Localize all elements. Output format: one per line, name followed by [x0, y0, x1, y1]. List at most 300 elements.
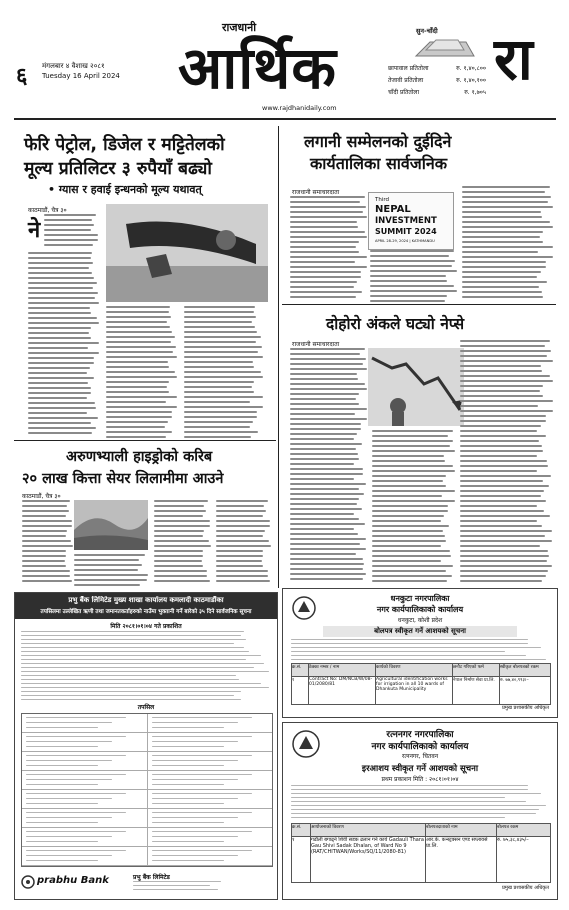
text-line [184, 321, 252, 323]
text-line [106, 346, 176, 348]
text-line [372, 555, 451, 557]
text-line [460, 540, 552, 542]
text-line [184, 431, 258, 433]
text-line [290, 393, 359, 395]
text-line [28, 312, 91, 314]
text-line [154, 575, 207, 577]
text-line [291, 785, 528, 786]
fuel-text-column [28, 252, 100, 438]
summit-logo-investment: INVESTMENT [375, 216, 437, 226]
text-line [462, 291, 542, 293]
text-line [460, 345, 545, 347]
text-line [21, 651, 249, 652]
text-line [370, 300, 445, 302]
column-divider [278, 126, 279, 588]
text-line [462, 251, 538, 253]
text-line [152, 755, 252, 756]
text-line [74, 584, 140, 586]
text-line [152, 855, 238, 856]
text-line [106, 421, 168, 423]
text-line [184, 411, 257, 413]
text-line [152, 836, 238, 837]
text-line [462, 211, 541, 213]
text-line [290, 573, 366, 575]
text-line [460, 375, 550, 377]
text-line [290, 206, 366, 208]
text-line [290, 458, 359, 460]
text-line [106, 371, 175, 373]
summit-text-column [462, 186, 554, 302]
text-line [44, 224, 94, 226]
website: www.rajdhanidaily.com [262, 104, 337, 112]
text-line [460, 570, 548, 572]
dhankuta-notice [282, 588, 558, 718]
text-line [184, 391, 254, 393]
text-line [184, 376, 263, 378]
text-line [28, 362, 94, 364]
text-line [106, 326, 170, 328]
table-cell: १ [292, 677, 309, 704]
text-line [106, 391, 169, 393]
fuel-nozzle-photo [106, 204, 268, 302]
text-line [44, 239, 98, 241]
text-line [290, 533, 358, 535]
table-cell-divider [147, 809, 148, 827]
text-line [152, 860, 224, 861]
text-line [462, 201, 548, 203]
text-line [372, 510, 448, 512]
text-line [22, 575, 70, 577]
text-line [26, 722, 112, 723]
market-value: रु. १,४०,८०० [456, 65, 486, 72]
text-line [216, 555, 263, 557]
text-line [290, 398, 356, 400]
text-line [74, 559, 139, 561]
market-box [388, 26, 486, 110]
table-header-row [292, 824, 550, 837]
text-line [28, 287, 93, 289]
text-line [460, 360, 553, 362]
text-line [152, 850, 252, 851]
text-line [74, 564, 142, 566]
text-line [21, 699, 241, 700]
text-line [460, 505, 537, 507]
text-line [184, 316, 256, 318]
text-line [370, 280, 447, 282]
summit-headline-line2: कार्यतालिका सार्वजनिक [310, 154, 448, 173]
text-line [106, 336, 175, 338]
text-line [21, 647, 244, 648]
text-line [106, 396, 177, 398]
text-line [184, 366, 254, 368]
text-line [21, 687, 269, 688]
text-line [106, 401, 166, 403]
text-line [291, 643, 528, 644]
notice2-org-line3: रत्ननगर, चितवन [401, 753, 439, 760]
text-line [216, 575, 268, 577]
market-title: सुन-चाँदी [416, 27, 438, 35]
text-line [290, 216, 367, 218]
text-line [290, 523, 365, 525]
text-line [28, 262, 93, 264]
text-line [462, 231, 543, 233]
text-line [22, 560, 65, 562]
text-line [372, 560, 441, 562]
text-line [28, 397, 87, 399]
text-line [462, 281, 547, 283]
text-line [184, 356, 263, 358]
text-line [26, 822, 98, 823]
text-line [74, 579, 147, 581]
text-line [184, 311, 254, 313]
table-header: क्र.सं. [292, 824, 311, 836]
stocks-text-column [460, 340, 554, 584]
text-line [28, 342, 99, 344]
text-line [154, 505, 204, 507]
text-line [184, 346, 262, 348]
bank-notice-section: तपसिल [137, 704, 155, 711]
text-line [106, 331, 172, 333]
market-row [388, 64, 486, 76]
gold-bars-icon [412, 36, 478, 60]
text-line [152, 741, 238, 742]
fuel-dropcap: ने [28, 218, 41, 243]
table-cell: रु. ७५,३८,४३५/– [497, 837, 529, 843]
text-line [106, 381, 169, 383]
text-line [26, 765, 98, 766]
text-line [216, 505, 264, 507]
text-line [290, 508, 362, 510]
text-line [460, 515, 550, 517]
text-line [28, 387, 91, 389]
notice1-footer: प्रमुख प्रशासकीय अधिकृत [502, 705, 549, 711]
text-line [152, 722, 238, 723]
text-line [290, 408, 367, 410]
text-line [290, 378, 358, 380]
stocks-text-column [290, 348, 368, 584]
text-line [28, 417, 98, 419]
text-line [290, 453, 358, 455]
text-line [184, 436, 251, 438]
text-line [184, 416, 257, 418]
text-line [372, 445, 450, 447]
text-line [460, 370, 542, 372]
text-line [460, 385, 543, 387]
notice1-org-line3: धनकुटा, कोशी प्रदेश [397, 617, 443, 624]
text-line [26, 736, 126, 737]
text-line [290, 388, 367, 390]
text-line [216, 515, 263, 517]
text-line [372, 565, 453, 567]
text-line [28, 432, 92, 434]
text-line [460, 480, 543, 482]
text-line [152, 765, 224, 766]
text-line [26, 784, 98, 785]
text-line [22, 550, 66, 552]
text-line [154, 530, 204, 532]
notice2-table [291, 823, 551, 883]
text-line [372, 450, 455, 452]
table-row [292, 837, 550, 882]
text-line [184, 336, 261, 338]
text-line [184, 326, 255, 328]
text-line [290, 428, 361, 430]
text-line [28, 272, 92, 274]
text-line [184, 361, 253, 363]
text-line [184, 386, 252, 388]
text-line [460, 405, 538, 407]
table-cell: गढौली बगाढ्ने शिवी सडक ढलान गर्ने कार्य Gadauli Thara Gau Shivi Sadak Dhalan, of Ward No 9 (RAT/CHITWAN/Works/SQ/11/2080-81) [311, 837, 426, 882]
summit-text-column [370, 250, 458, 302]
text-line [460, 575, 546, 577]
text-line [152, 822, 224, 823]
hydro-text-column [154, 500, 212, 586]
text-line [290, 568, 363, 570]
masthead [0, 0, 569, 124]
text-line [28, 402, 95, 404]
text-line [152, 784, 224, 785]
text-line [290, 503, 357, 505]
text-line [22, 525, 72, 527]
text-line [460, 395, 543, 397]
text-line [460, 445, 542, 447]
text-line [28, 372, 87, 374]
hydro-text-column [22, 500, 74, 586]
text-line [372, 540, 446, 542]
bank-notice-title-bar [15, 593, 277, 619]
text-line [152, 760, 238, 761]
text-line [28, 267, 89, 269]
text-line [460, 495, 541, 497]
text-line [21, 667, 254, 668]
table-header: छनौट गरिएको फर्म [453, 664, 500, 676]
text-line [22, 540, 71, 542]
text-line [290, 548, 366, 550]
text-line [460, 455, 537, 457]
text-line [460, 460, 547, 462]
text-line [26, 741, 112, 742]
text-line [184, 381, 254, 383]
text-line [154, 500, 208, 502]
summit-headline-line1: लगानी सम्मेलनको दुईदिने [304, 132, 452, 151]
text-line [28, 282, 97, 284]
table-header: आयोजनाको विवरण [311, 824, 426, 836]
text-line [290, 266, 367, 268]
text-line [291, 655, 526, 656]
text-line [460, 520, 537, 522]
text-line [372, 550, 450, 552]
table-row [22, 847, 272, 866]
text-line [460, 435, 546, 437]
text-line [21, 631, 244, 632]
section-rule [282, 304, 556, 305]
text-line [154, 565, 203, 567]
text-line [460, 420, 546, 422]
text-line [372, 505, 448, 507]
text-line [133, 881, 221, 882]
text-line [372, 480, 443, 482]
bank-notice-title-line2: तपसिलमा उल्लेखित ऋणी तथा जमानतकर्ताहरुको नाउँमा भुक्तानी गर्ने बारेको ३५ दिने सार्वजनिक सूचना [40, 609, 252, 615]
text-line [184, 396, 263, 398]
hydro-byline: काठमाडौं, चैत्र ३० [22, 493, 61, 500]
text-line [106, 426, 165, 428]
notice2-org-line2: नगर कार्यपालिकाको कार्यालय [371, 742, 469, 752]
text-line [460, 550, 548, 552]
text-line [106, 351, 173, 353]
text-line [462, 256, 553, 258]
text-line [154, 550, 203, 552]
text-line [290, 226, 358, 228]
text-line [462, 261, 546, 263]
text-line [290, 348, 365, 350]
text-line [106, 306, 170, 308]
text-line [216, 570, 268, 572]
text-line [106, 361, 168, 363]
fuel-headline-line1: फेरि पेट्रोल, डिजेल र मट्टितेलको [24, 135, 225, 155]
text-line [290, 236, 367, 238]
text-line [26, 793, 126, 794]
text-line [460, 470, 537, 472]
text-line [26, 850, 126, 851]
text-line [291, 639, 528, 640]
market-value: रु. १,७०५ [464, 89, 486, 96]
text-line [154, 535, 203, 537]
fuel-text-column [184, 306, 264, 438]
fuel-subhead: • ग्यास र हवाई इन्धनको मूल्य यथावत् [48, 183, 202, 196]
text-line [460, 565, 552, 567]
text-line [28, 412, 87, 414]
text-line [106, 311, 169, 313]
text-line [21, 635, 241, 636]
text-line [106, 436, 166, 438]
table-row [22, 714, 272, 733]
text-line [462, 266, 546, 268]
section-rule [14, 440, 276, 441]
text-line [152, 746, 224, 747]
text-line [22, 500, 70, 502]
text-line [133, 889, 218, 890]
text-line [290, 276, 361, 278]
notice1-table [291, 663, 551, 705]
text-line [290, 261, 355, 263]
text-line [152, 793, 252, 794]
text-line [26, 836, 112, 837]
text-line [290, 286, 354, 288]
text-line [21, 655, 261, 656]
page-number: ६ [16, 64, 28, 89]
text-line [26, 755, 126, 756]
text-line [28, 252, 92, 254]
text-line [290, 553, 356, 555]
text-line [372, 575, 452, 577]
text-line [462, 216, 542, 218]
text-line [26, 812, 126, 813]
text-line [106, 366, 169, 368]
hydro-headline-line2: २० लाख कित्ता सेयर लिलामीमा आउने [22, 471, 224, 487]
text-line [216, 565, 263, 567]
text-line [372, 430, 453, 432]
table-row [292, 677, 550, 704]
text-line [372, 520, 441, 522]
text-line [106, 376, 177, 378]
text-line [372, 495, 442, 497]
text-line [184, 306, 255, 308]
summit-logo-summit: SUMMIT 2024 [375, 227, 437, 236]
table-cell-divider [147, 714, 148, 732]
text-line [290, 368, 367, 370]
text-line [154, 510, 206, 512]
text-line [462, 186, 550, 188]
text-line [154, 545, 211, 547]
text-line [28, 352, 99, 354]
summit-text-column [290, 196, 368, 302]
text-line [290, 493, 364, 495]
table-cell-divider [147, 828, 148, 846]
text-line [372, 435, 448, 437]
text-line [290, 211, 363, 213]
summit-byline: राजधानी समाचारदाता [292, 189, 340, 196]
text-line [290, 528, 354, 530]
text-line [372, 490, 455, 492]
date-nepali: मंगलबार ४ वैशाख २०८१ [42, 62, 105, 70]
text-line [152, 798, 238, 799]
notice1-org-line2: नगर कार्यपालिकाको कार्यालय [376, 605, 464, 614]
brand-logo-letter: रा [494, 25, 533, 93]
text-line [152, 812, 252, 813]
text-line [28, 367, 90, 369]
text-line [372, 475, 446, 477]
text-line [26, 727, 98, 728]
text-line [28, 317, 97, 319]
fuel-headline-line2: मूल्य प्रतिलिटर ३ रुपैयाँ बढ्यो [24, 159, 212, 179]
text-line [291, 817, 505, 818]
text-line [26, 746, 98, 747]
text-line [460, 415, 546, 417]
text-line [154, 570, 207, 572]
text-line [184, 401, 250, 403]
ratnanagar-notice [282, 722, 558, 900]
text-line [28, 277, 94, 279]
table-header: स्वीकृत बोलपत्रको रकम [500, 665, 539, 670]
text-line [460, 475, 551, 477]
text-line [28, 337, 91, 339]
text-line [460, 430, 537, 432]
text-line [106, 431, 172, 433]
notice2-footer: प्रमुख प्रशासकीय अधिकृत [502, 885, 549, 891]
text-line [216, 530, 265, 532]
table-cell: नेपाल निर्माण सेवा प्रा.लि. [453, 677, 500, 704]
text-line [291, 647, 541, 648]
text-line [21, 671, 269, 672]
text-line [290, 478, 354, 480]
text-line [26, 760, 112, 761]
text-line [372, 545, 441, 547]
text-line [291, 789, 528, 790]
text-line [460, 530, 552, 532]
text-line [216, 520, 270, 522]
text-line [291, 797, 505, 798]
text-line [460, 510, 544, 512]
text-line [290, 373, 357, 375]
summit-logo-nepal: NEPAL [375, 204, 411, 215]
table-cell: रु. ७७,४०,९९३।– [500, 678, 529, 683]
text-line [460, 340, 550, 342]
text-line [216, 545, 271, 547]
text-line [290, 271, 361, 273]
table-row [22, 809, 272, 828]
notice2-body-text [291, 785, 549, 821]
masthead-rule [14, 118, 556, 120]
